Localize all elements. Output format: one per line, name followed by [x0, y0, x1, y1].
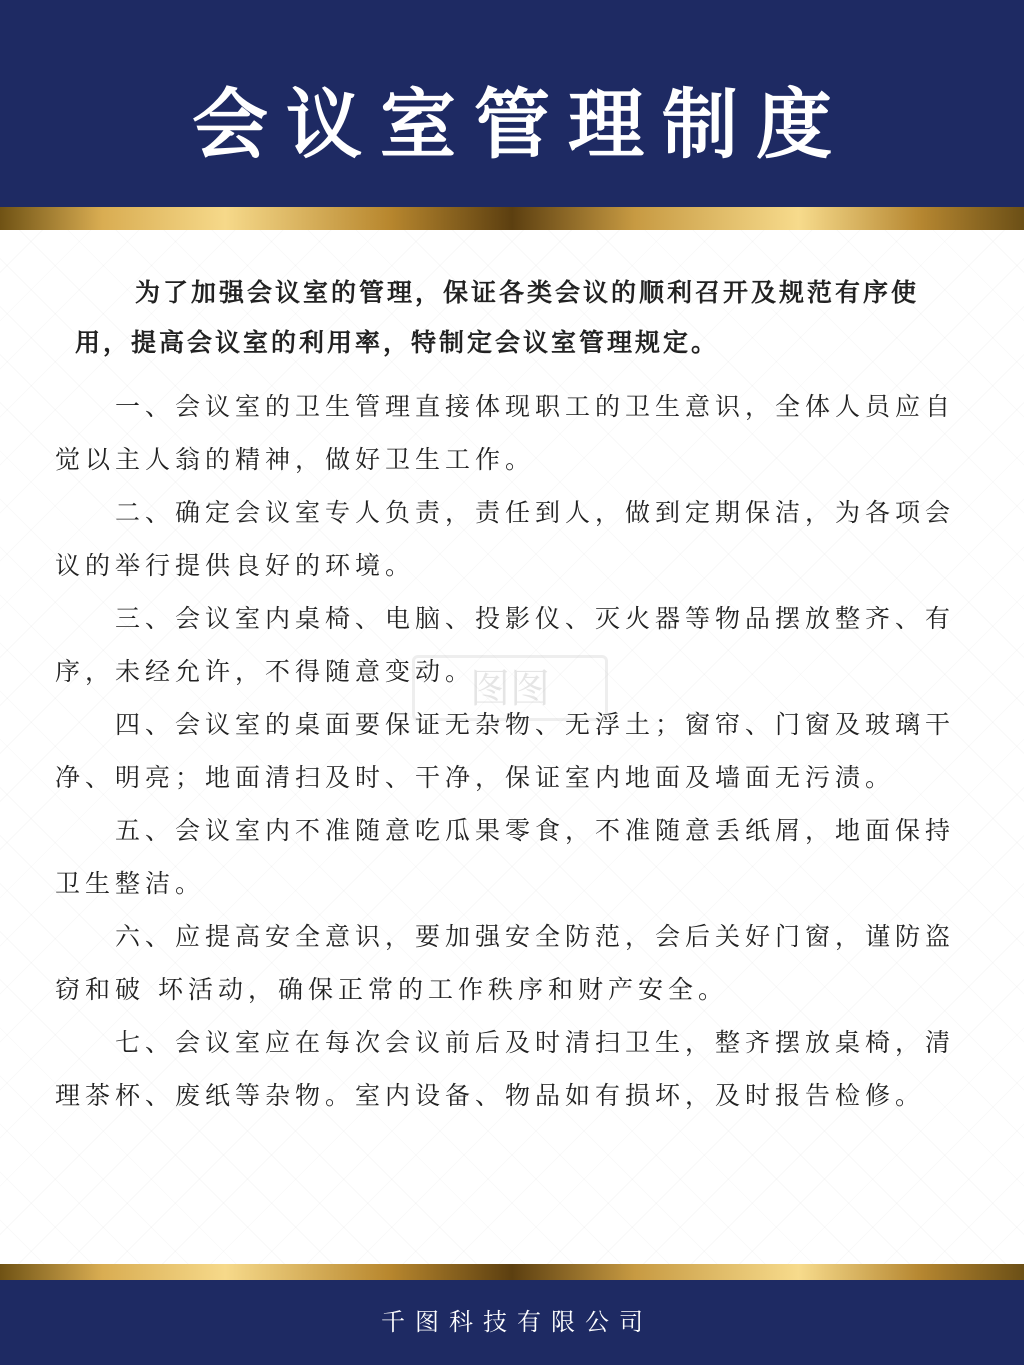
rule-item-4: 四、会议室的桌面要保证无杂物、无浮土；窗帘、门窗及玻璃干净、明亮；地面清扫及时、干净，保证室内地面及墙面无污渍。 [55, 710, 956, 792]
gold-divider-top [0, 207, 1024, 230]
watermark-logo: 图图 [412, 655, 608, 721]
page-title: 会议室管理制度 [192, 80, 850, 169]
rule-item-6: 六、应提高安全意识，要加强安全防范，会后关好门窗，谨防盗窃和破 坏活动，确保正常的工作秩序和财产安全。 [55, 922, 956, 1004]
rule-item-5: 五、会议室内不准随意吃瓜果零食，不准随意丢纸屑，地面保持卫生整洁。 [55, 816, 956, 898]
gold-divider-bottom [0, 1264, 1024, 1280]
rule-item-3: 三、会议室内桌椅、电脑、投影仪、灭火器等物品摆放整齐、有序，未经允许，不得随意变动。 [55, 604, 956, 686]
rule-item-7: 七、会议室应在每次会议前后及时清扫卫生，整齐摆放桌椅，清理茶杯、废纸等杂物。室内设备、物品如有损坏，及时报告检修。 [55, 1028, 956, 1110]
rule-item-1: 一、会议室的卫生管理直接体现职工的卫生意识，全体人员应自觉以主人翁的精神，做好卫生工作。 [55, 392, 956, 474]
company-name: 千图科技有限公司 [381, 1308, 653, 1336]
rule-item-2: 二、确定会议室专人负责，责任到人，做到定期保洁，为各项会议的举行提供良好的环境。 [55, 498, 956, 580]
intro-paragraph: 为了加强会议室的管理，保证各类会议的顺利召开及规范有序使用，提高会议室的利用率，特制定会议室管理规定。 [75, 278, 920, 357]
